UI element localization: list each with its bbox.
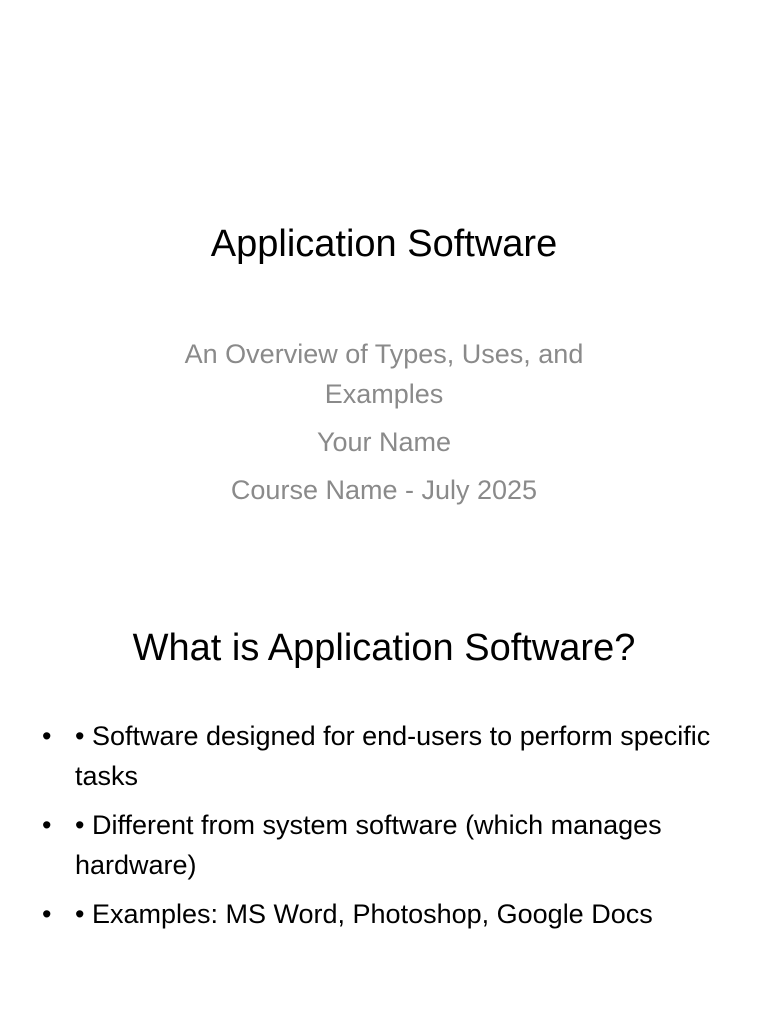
bullet-marker: •: [42, 721, 52, 751]
subtitle-block: [150, 334, 618, 518]
bullet-text: • Examples: MS Word, Photoshop, Google Docs: [75, 899, 653, 929]
content-slide: [0, 576, 768, 1024]
bullet-text: • Different from system software (which manages hardware): [75, 810, 662, 880]
subtitle-line-overview: An Overview of Types, Uses, and Examples: [184, 339, 584, 409]
list-item: [40, 894, 720, 934]
subtitle-line-author: Your Name: [316, 427, 452, 457]
list-item: [40, 805, 720, 885]
subtitle-line-course: Course Name - July 2025: [230, 475, 538, 505]
slide-title: What is Application Software?: [132, 627, 636, 669]
bullet-list: [40, 716, 720, 943]
bullet-marker: •: [42, 810, 52, 840]
list-item: [40, 716, 720, 796]
bullet-text: • Software designed for end-users to perform specific tasks: [75, 721, 711, 791]
bullet-marker: •: [42, 899, 52, 929]
slide-title: Application Software: [210, 223, 558, 265]
